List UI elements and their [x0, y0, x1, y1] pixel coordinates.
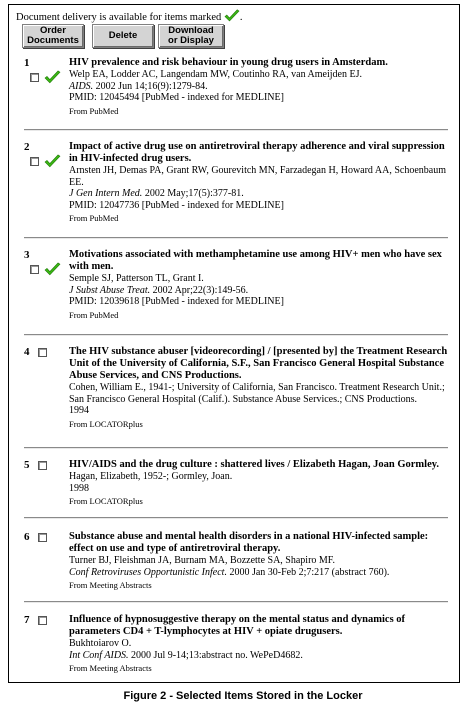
item-source: From Meeting Abstracts — [69, 663, 152, 673]
item-source: From Meeting Abstracts — [69, 580, 152, 590]
delete-label: Delete — [108, 30, 138, 41]
item-number: 7 — [24, 614, 30, 626]
item-select-checkbox[interactable] — [38, 348, 47, 357]
item-separator — [24, 129, 448, 131]
item-year: 1994 — [69, 405, 89, 416]
item-pmid: PMID: 12039618 [PubMed - indexed for MEDLINE] — [69, 296, 284, 307]
item-citation — [69, 81, 448, 93]
item-select-checkbox[interactable] — [38, 616, 47, 625]
item-number: 4 — [24, 346, 30, 358]
citation-block — [69, 141, 448, 224]
item-source: From PubMed — [69, 213, 119, 223]
item-pmid: PMID: 12045494 [PubMed - indexed for MEDLINE] — [69, 92, 284, 103]
order-documents-button[interactable] — [22, 24, 84, 48]
item-select-checkbox[interactable] — [30, 265, 39, 274]
item-citation — [69, 650, 448, 662]
item-number: 1 — [24, 57, 30, 69]
delete-button[interactable] — [92, 24, 154, 48]
citation-block — [69, 614, 448, 674]
item-number: 5 — [24, 459, 30, 471]
item-title-link[interactable]: HIV/AIDS and the drug culture : shattered lives / Elizabeth Hagan, Joan Gormley. — [69, 459, 440, 470]
item-select-checkbox[interactable] — [30, 157, 39, 166]
order-documents-label-line1: Order — [40, 25, 66, 36]
green-checkmark-icon — [44, 70, 61, 85]
item-select-checkbox[interactable] — [38, 461, 47, 470]
green-checkmark-icon — [44, 262, 61, 277]
item-citation — [69, 188, 448, 200]
item-citation-detail: 2000 Jan 30-Feb 2;7:217 (abstract 760). — [226, 566, 390, 578]
green-checkmark-icon — [44, 154, 61, 169]
delivery-notice — [16, 9, 243, 24]
item-authors: Turner BJ, Fleishman JA, Burnam MA, Bozzette SA, Shapiro MF. — [69, 555, 336, 566]
citation-block — [69, 249, 448, 321]
citation-block — [69, 459, 448, 507]
item-title-link[interactable]: Motivations associated with methamphetamine use among HIV+ men who have sex with men. — [69, 249, 442, 272]
item-authors: Bukhtoiarov O. — [69, 638, 132, 649]
item-source: From LOCATORplus — [69, 418, 143, 429]
item-authors: Welp EA, Lodder AC, Langendam MW, Coutinho RA, van Ameijden EJ. — [69, 69, 362, 80]
item-authors: Hagan, Elizabeth, 1952-; Gormley, Joan. — [69, 471, 233, 482]
item-citation — [69, 567, 448, 579]
item-separator — [24, 447, 448, 449]
item-title-link[interactable]: Substance abuse and mental health disorders in a national HIV-infected sample: effect on use and type of antiretroviral therapy. — [69, 531, 429, 554]
green-checkmark-icon — [224, 9, 240, 23]
item-authors: Cohen, William E., 1941-; University of California, San Francisco. Treatment Research Unit.; San Francisco General Hospital (Calif.). Substance Abuse Services.; CNS Productions. — [69, 382, 445, 405]
item-citation-detail: 2002 Jun 14;16(9):1279-84. — [93, 80, 208, 92]
order-documents-label-line2: Documents — [27, 35, 79, 46]
item-journal: J Subst Abuse Treat. — [69, 284, 151, 296]
citation-block — [69, 531, 448, 591]
download-or-display-button[interactable] — [158, 24, 224, 48]
item-journal: Int Conf AIDS. — [69, 649, 129, 661]
item-authors: Semple SJ, Patterson TL, Grant I. — [69, 273, 204, 284]
item-year: 1998 — [69, 482, 89, 494]
item-title-link[interactable]: The HIV substance abuser [videorecording] / [presented by] the Treatment Research Unit of the University of California, S.F., San Francisco General Hospital Substance Abuse Services, and CNS Productions. — [69, 346, 448, 381]
item-journal: AIDS. — [69, 80, 94, 92]
item-number: 3 — [24, 249, 30, 261]
item-source: From PubMed — [69, 105, 119, 116]
item-source: From PubMed — [69, 309, 119, 320]
item-citation-detail: 2002 Apr;22(3):149-56. — [150, 284, 249, 296]
delivery-notice-period: . — [239, 12, 243, 23]
citation-block — [69, 346, 448, 430]
item-authors: Arnsten JH, Demas PA, Grant RW, Gourevitch MN, Farzadegan H, Howard AA, Schoenbaum EE. — [69, 165, 446, 188]
item-journal: Conf Retroviruses Opportunistic Infect. — [69, 566, 227, 578]
item-separator — [24, 601, 448, 603]
item-separator — [24, 334, 448, 336]
download-label-line1: Download — [168, 25, 214, 36]
item-pmid: PMID: 12047736 [PubMed - indexed for MEDLINE] — [69, 199, 284, 211]
item-number: 2 — [24, 141, 30, 153]
item-citation — [69, 285, 448, 297]
item-title-link[interactable]: Impact of active drug use on antiretroviral therapy adherence and viral suppression in HIV-infected drug users. — [69, 141, 445, 164]
delivery-notice-text: Document delivery is available for items marked — [16, 12, 222, 23]
item-title-link[interactable]: Influence of hypnosuggestive therapy on the mental status and dynamics of parameters CD4 + T-lymphocytes at HIV + opiate drugusers. — [69, 614, 406, 637]
download-label-line2: or Display — [168, 35, 214, 46]
item-number: 6 — [24, 531, 30, 543]
item-citation-detail: 2000 Jul 9-14;13:abstract no. WePeD4682. — [128, 649, 303, 661]
item-source: From LOCATORplus — [69, 496, 143, 506]
item-citation-detail: 2002 May;17(5):377-81. — [142, 188, 244, 199]
item-journal: J Gen Intern Med. — [69, 188, 143, 199]
figure-caption: Figure 2 - Selected Items Stored in the Locker — [123, 690, 363, 702]
citation-block — [69, 57, 448, 117]
item-select-checkbox[interactable] — [30, 73, 39, 82]
item-title-link[interactable]: HIV prevalence and risk behaviour in young drug users in Amsterdam. — [69, 57, 388, 68]
item-separator — [24, 237, 448, 239]
item-separator — [24, 517, 448, 519]
item-select-checkbox[interactable] — [38, 533, 47, 542]
